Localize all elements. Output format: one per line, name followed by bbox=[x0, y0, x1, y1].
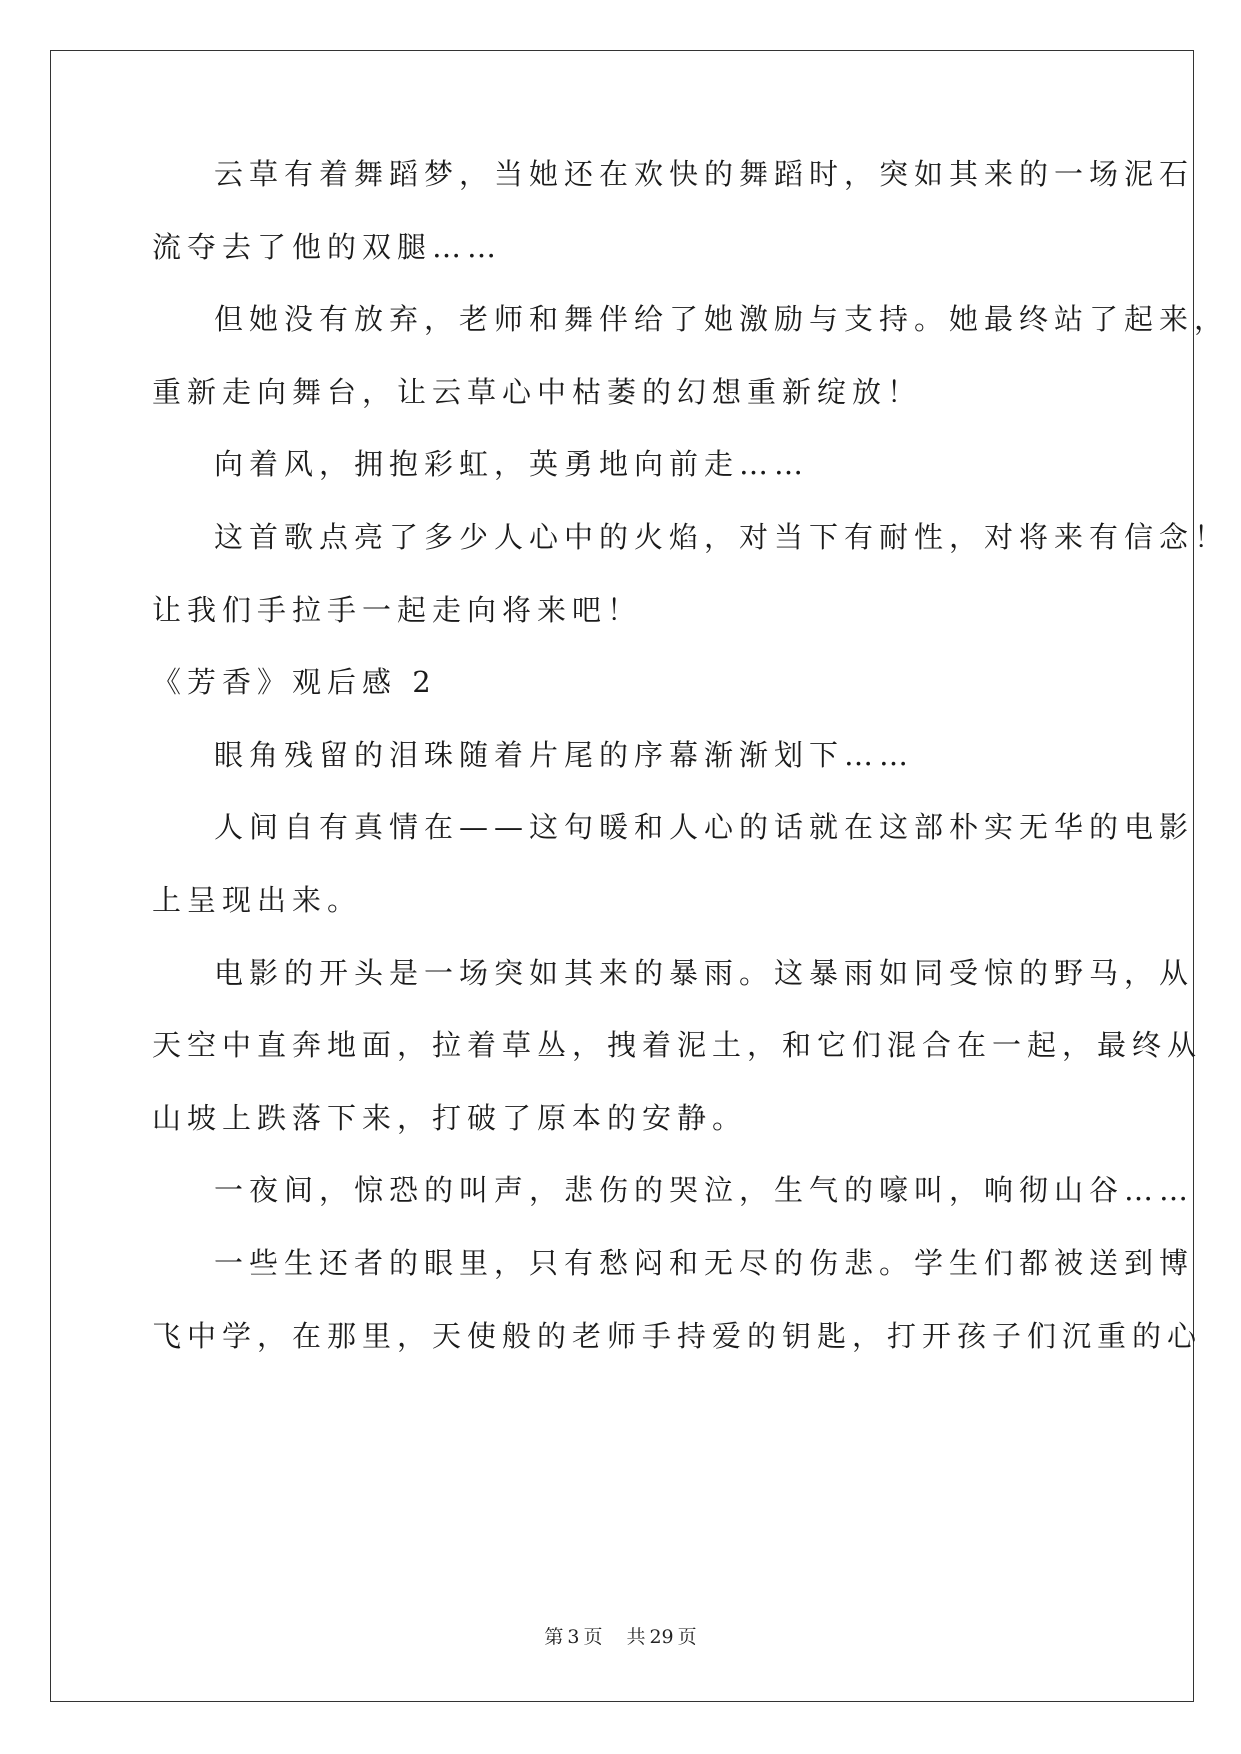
footer-page-number: 3 bbox=[567, 1626, 580, 1648]
paragraph-line: 人间自有真情在——这句暖和人心的话就在这部朴实无华的电影 bbox=[214, 810, 1195, 844]
paragraph-line: 飞中学，在那里，天使般的老师手持爱的钥匙，打开孩子们沉重的心 bbox=[152, 1319, 1203, 1353]
section-heading: 《芳香》观后感 2 bbox=[152, 665, 437, 699]
paragraph-line: 但她没有放弃，老师和舞伴给了她激励与支持。她最终站了起来， bbox=[214, 302, 1230, 336]
page-frame bbox=[50, 50, 1194, 1702]
paragraph-line: 山坡上跌落下来，打破了原本的安静。 bbox=[152, 1101, 748, 1135]
footer-total-prefix: 共 bbox=[626, 1626, 646, 1648]
paragraph-line: 电影的开头是一场突如其来的暴雨。这暴雨如同受惊的野马，从 bbox=[214, 956, 1195, 990]
paragraph-line: 上呈现出来。 bbox=[152, 883, 363, 917]
paragraph-line: 眼角残留的泪珠随着片尾的序幕渐渐划下…… bbox=[214, 738, 915, 772]
footer-total-pages: 29 bbox=[649, 1626, 674, 1648]
paragraph-line: 重新走向舞台，让云草心中枯萎的幻想重新绽放！ bbox=[152, 375, 923, 409]
paragraph-line: 天空中直奔地面，拉着草丛，拽着泥土，和它们混合在一起，最终从 bbox=[152, 1028, 1203, 1062]
paragraph-line: 一夜间，惊恐的叫声，悲伤的哭泣，生气的嚎叫，响彻山谷…… bbox=[214, 1173, 1195, 1207]
paragraph-line: 云草有着舞蹈梦，当她还在欢快的舞蹈时，突如其来的一场泥石 bbox=[214, 157, 1195, 191]
paragraph-line: 向着风，拥抱彩虹，英勇地向前走…… bbox=[214, 447, 810, 481]
paragraph-line: 这首歌点亮了多少人心中的火焰，对当下有耐性，对将来有信念！ bbox=[214, 520, 1230, 554]
paragraph-line: 一些生还者的眼里，只有愁闷和无尽的伤悲。学生们都被送到博 bbox=[214, 1246, 1195, 1280]
page-footer bbox=[0, 1622, 1241, 1649]
footer-total-suffix: 页 bbox=[677, 1626, 697, 1648]
paragraph-line: 流夺去了他的双腿…… bbox=[152, 230, 503, 264]
footer-prefix: 第 bbox=[544, 1626, 564, 1648]
footer-page-suffix: 页 bbox=[583, 1626, 603, 1648]
paragraph-line: 让我们手拉手一起走向将来吧！ bbox=[152, 593, 643, 627]
